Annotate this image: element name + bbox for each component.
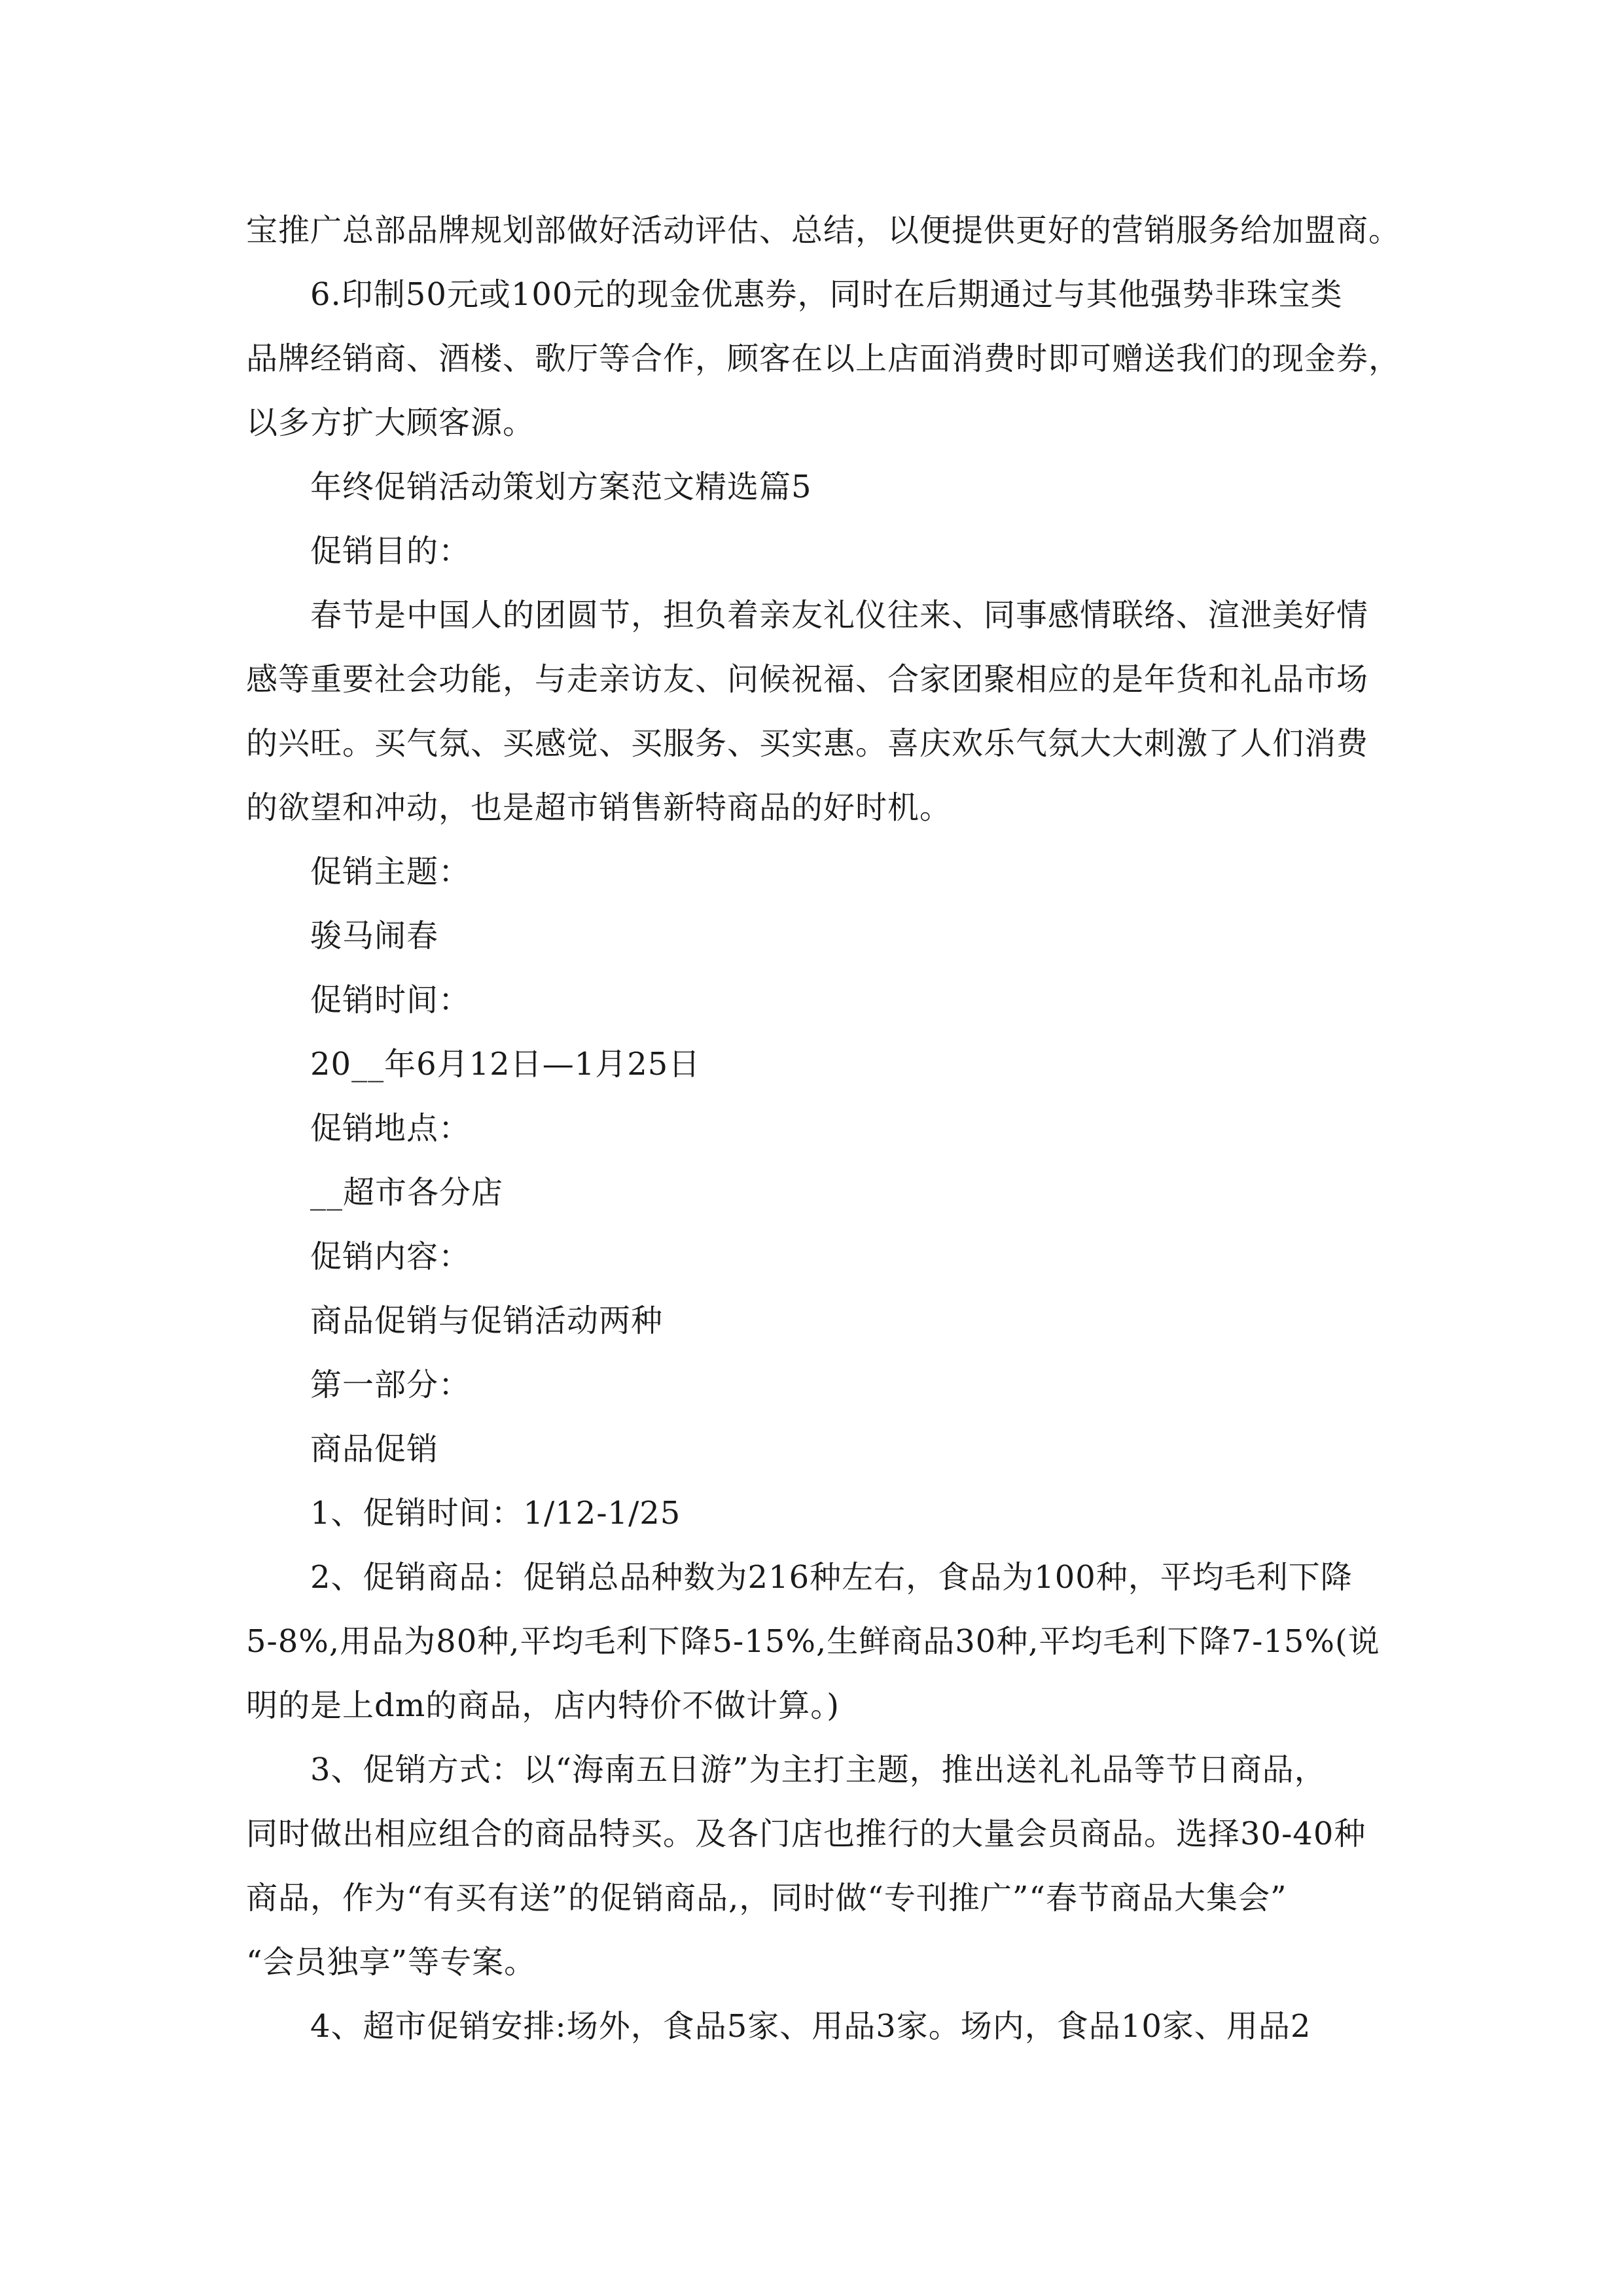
paragraph-line: 商品促销 xyxy=(310,1431,439,1467)
paragraph-line: 骏马闹春 xyxy=(310,918,439,954)
paragraph-line: 1、促销时间：1/12-1/25 xyxy=(310,1495,681,1532)
paragraph-line: 明的是上dm的商品，店内特价不做计算。) xyxy=(246,1687,840,1724)
paragraph-line: 宝推广总部品牌规划部做好活动评估、总结，以便提供更好的营销服务给加盟商。 xyxy=(246,212,1401,249)
paragraph-line: __超市各分店 xyxy=(310,1174,504,1211)
paragraph-line: 商品促销与促销活动两种 xyxy=(310,1302,664,1339)
paragraph-line: 促销时间： xyxy=(310,982,471,1018)
paragraph-line: 同时做出相应组合的商品特买。及各门店也推行的大量会员商品。选择30-40种 xyxy=(246,1816,1366,1852)
section-heading: 年终促销活动策划方案范文精选篇5 xyxy=(310,469,812,505)
paragraph-line: 第一部分： xyxy=(310,1367,471,1403)
paragraph-line: 的兴旺。买气氛、买感觉、买服务、买实惠。喜庆欢乐气氛大大刺激了人们消费 xyxy=(246,725,1369,762)
paragraph-line: 6.印制50元或100元的现金优惠券，同时在后期通过与其他强势非珠宝类 xyxy=(310,276,1343,313)
paragraph-line: 商品，作为“有买有送”的促销商品,，同时做“专刊推广”“春节商品大集会” xyxy=(246,1880,1287,1916)
paragraph-line: “会员独享”等专案。 xyxy=(246,1944,537,1981)
paragraph-line: 感等重要社会功能，与走亲访友、问候祝福、合家团聚相应的是年货和礼品市场 xyxy=(246,661,1369,698)
paragraph-line: 促销目的： xyxy=(310,533,471,569)
paragraph-line: 3、促销方式：以“海南五日游”为主打主题，推出送礼礼品等节日商品， xyxy=(310,1751,1327,1788)
paragraph-line: 4、超市促销安排:场外，食品5家、用品3家。场内，食品10家、用品2 xyxy=(310,2008,1311,2045)
paragraph-line: 促销内容： xyxy=(310,1238,471,1275)
paragraph-line: 以多方扩大顾客源。 xyxy=(246,404,535,441)
paragraph-line: 促销地点： xyxy=(310,1110,471,1147)
paragraph-line: 品牌经销商、酒楼、歌厅等合作，顾客在以上店面消费时即可赠送我们的现金券， xyxy=(246,340,1401,377)
paragraph-line: 的欲望和冲动，也是超市销售新特商品的好时机。 xyxy=(246,789,952,826)
paragraph-line: 20__年6月12日—1月25日 xyxy=(310,1046,701,1083)
paragraph-line: 5-8%,用品为80种,平均毛利下降5-15%,生鲜商品30种,平均毛利下降7-15%(说 xyxy=(246,1623,1380,1660)
paragraph-line: 2、促销商品：促销总品种数为216种左右，食品为100种，平均毛利下降 xyxy=(310,1559,1353,1596)
paragraph-line: 促销主题： xyxy=(310,853,471,890)
paragraph-line: 春节是中国人的团圆节，担负着亲友礼仪往来、同事感情联络、渲泄美好情 xyxy=(310,597,1369,634)
